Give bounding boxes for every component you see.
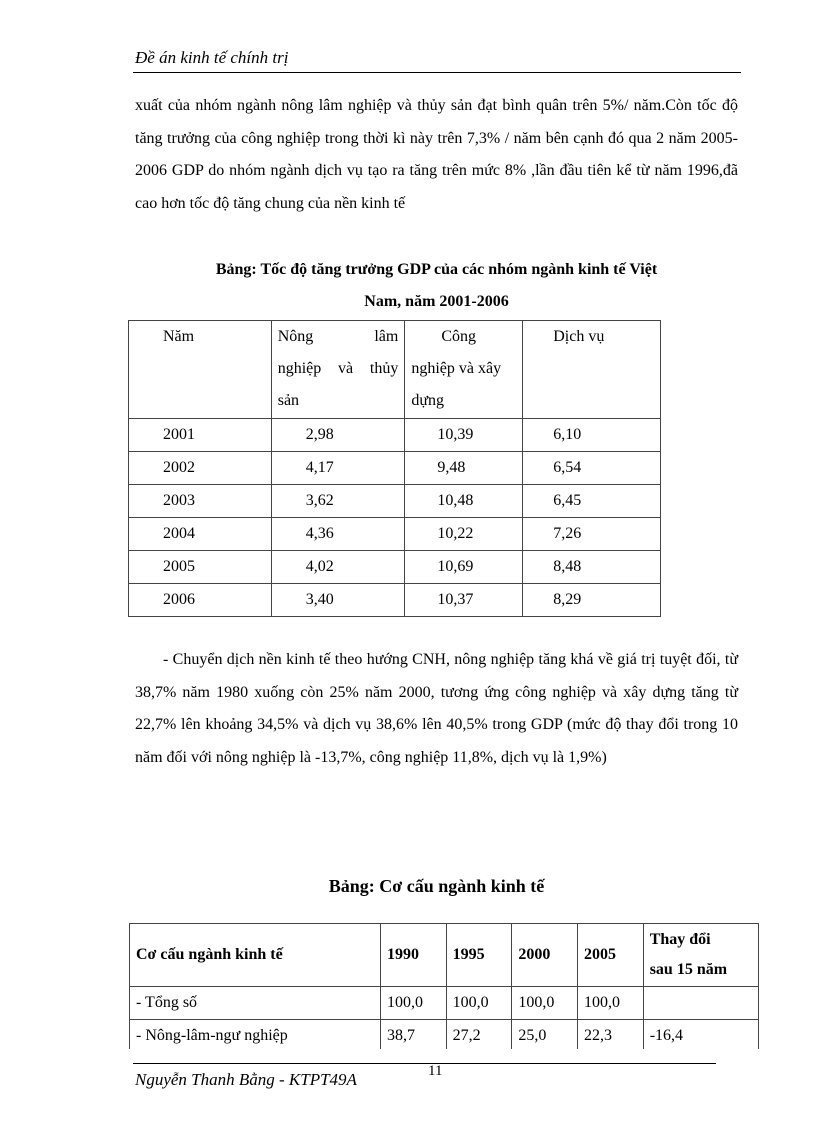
gdp-growth-table [128, 320, 661, 617]
header-change [643, 924, 758, 987]
header-agri-line1: Nông lâm [277, 328, 399, 345]
table-row [129, 452, 661, 485]
header-change-line2: sau 15 năm [649, 961, 728, 978]
header-agriculture [271, 321, 405, 419]
table1-caption-line1: Bảng: Tốc độ tăng trưởng GDP của các nhóm ngành kinh tế Việt [215, 261, 658, 278]
cell-agri: 4,36 [271, 518, 405, 551]
cell-year: 2002 [129, 452, 272, 485]
page-break-mask [129, 1049, 760, 1063]
cell-industry: 10,48 [405, 485, 523, 518]
table1-caption [135, 254, 738, 318]
cell-2005: 100,0 [578, 987, 644, 1020]
header-agri-line3: sản [277, 392, 300, 409]
cell-1995: 27,2 [446, 1020, 512, 1053]
cell-services: 7,26 [523, 518, 661, 551]
cell-1995: 100,0 [446, 987, 512, 1020]
paragraph-1: xuất của nhóm ngành nông lâm nghiệp và thủy sản đạt bình quân trên 5%/ năm.Còn tốc độ tăng trưởng của công nghiệp trong thời kì này trên 7,3% / năm bên cạnh đó qua 2 năm 2005-2006 GDP do nhóm ngành dịch vụ tạo ra tăng trên mức 8% ,lần đầu tiên kể từ năm 1996,đã cao hơn tốc độ tăng chung của nền kinh tế [135, 97, 738, 212]
cell-industry: 10,69 [405, 551, 523, 584]
cell-change: -16,4 [643, 1020, 758, 1053]
page-header-title: Đề án kinh tế chính trị [135, 48, 289, 67]
table-row [129, 551, 661, 584]
paragraph-2: - Chuyển dịch nền kinh tế theo hướng CNH, nông nghiệp tăng khá về giá trị tuyệt đối, từ 38,7% năm 1980 xuống còn 25% năm 2000, tương ứng công nghiệp và xây dựng tăng từ 22,7% lên khoảng 34,5% và dịch vụ 38,6% lên 40,5% trong GDP (mức độ thay đổi trong 10 năm đối với nông nghiệp là -13,7%, công nghiệp 11,8%, dịch vụ là 1,9%) [135, 651, 738, 766]
header-2000: 2000 [512, 924, 578, 987]
table-row [129, 584, 661, 617]
cell-services: 6,54 [523, 452, 661, 485]
header-industry-text: Công nghiệp và xây dựng [411, 328, 502, 409]
table-header-row [129, 321, 661, 419]
header-rule [133, 72, 741, 73]
table-row [129, 485, 661, 518]
cell-2005: 22,3 [578, 1020, 644, 1053]
header-agri-line2: nghiệp và thủy [277, 360, 399, 377]
table-header-row [130, 924, 759, 987]
page-number: 11 [428, 1063, 443, 1079]
cell-services: 6,45 [523, 485, 661, 518]
cell-label: - Nông-lâm-ngư nghiệp [130, 1020, 381, 1053]
cell-year: 2001 [129, 419, 272, 452]
cell-agri: 4,17 [271, 452, 405, 485]
economic-structure-table [129, 923, 759, 1053]
cell-year: 2003 [129, 485, 272, 518]
header-year: Năm [129, 321, 272, 419]
header-services: Dịch vụ [523, 321, 661, 419]
header-2005: 2005 [578, 924, 644, 987]
header-change-line1: Thay đổi [649, 931, 711, 948]
cell-industry: 10,39 [405, 419, 523, 452]
cell-industry: 9,48 [405, 452, 523, 485]
cell-industry: 10,22 [405, 518, 523, 551]
cell-1990: 100,0 [380, 987, 446, 1020]
table2-caption: Bảng: Cơ cấu ngành kinh tế [328, 876, 545, 896]
cell-services: 6,10 [523, 419, 661, 452]
cell-1990: 38,7 [380, 1020, 446, 1053]
cell-services: 8,29 [523, 584, 661, 617]
table-row [130, 987, 759, 1020]
cell-2000: 25,0 [512, 1020, 578, 1053]
cell-label: - Tổng số [130, 987, 381, 1020]
table-row [129, 518, 661, 551]
cell-agri: 4,02 [271, 551, 405, 584]
footer-rule [133, 1063, 716, 1064]
cell-year: 2005 [129, 551, 272, 584]
cell-agri: 3,62 [271, 485, 405, 518]
header-1995: 1995 [446, 924, 512, 987]
table1-caption-line2: Nam, năm 2001-2006 [364, 293, 509, 310]
header-industry [405, 321, 523, 419]
cell-agri: 3,40 [271, 584, 405, 617]
cell-change [643, 987, 758, 1020]
header-1990: 1990 [380, 924, 446, 987]
table-row [130, 1020, 759, 1053]
cell-industry: 10,37 [405, 584, 523, 617]
table-row [129, 419, 661, 452]
cell-agri: 2,98 [271, 419, 405, 452]
cell-2000: 100,0 [512, 987, 578, 1020]
cell-year: 2004 [129, 518, 272, 551]
header-structure: Cơ cấu ngành kinh tế [130, 924, 381, 987]
footer-author: Nguyễn Thanh Bằng - KTPT49A [135, 1070, 357, 1089]
cell-services: 8,48 [523, 551, 661, 584]
cell-year: 2006 [129, 584, 272, 617]
